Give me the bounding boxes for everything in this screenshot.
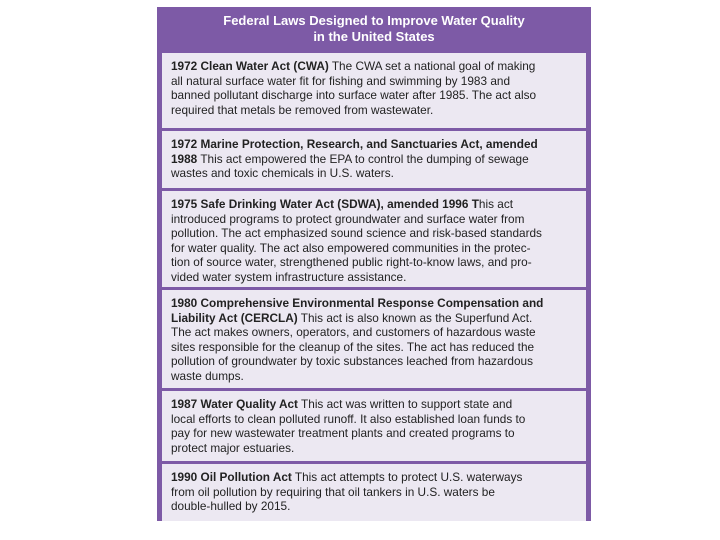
law-text-line xyxy=(171,485,578,500)
law-text-line xyxy=(171,470,578,485)
law-text-line xyxy=(171,197,578,212)
law-text-line xyxy=(171,212,578,227)
law-text-line xyxy=(171,270,578,285)
law-description: all natural surface water fit for fishing and swimming by 1983 and xyxy=(171,73,511,88)
law-text-line xyxy=(171,354,578,369)
law-title: 1988 xyxy=(171,151,198,166)
law-description: pay for new wastewater treatment plants and created programs to xyxy=(171,426,515,440)
law-text-line xyxy=(171,137,578,152)
law-description: This act attempts to protect U.S. waterways xyxy=(291,470,523,484)
law-title: 1980 Comprehensive Environmental Response Compensation and xyxy=(171,296,544,310)
law-text-line xyxy=(171,296,578,311)
law-description: from oil pollution by requiring that oil tankers in U.S. waters be xyxy=(171,484,495,499)
law-entry xyxy=(162,191,586,287)
law-text-line xyxy=(171,412,578,427)
law-text-line xyxy=(171,74,578,89)
law-text-line xyxy=(171,88,578,103)
law-description: This act empowered the EPA to control the dumping of sewage xyxy=(197,151,529,166)
law-text-line xyxy=(171,311,578,326)
law-description: double-hulled by 2015. xyxy=(171,499,291,513)
law-description: pollution. The act emphasized sound science and risk-based standards xyxy=(171,226,542,240)
law-description: sites responsible for the cleanup of the sites. The act has reduced the xyxy=(171,339,535,354)
law-text-line xyxy=(171,325,578,340)
law-entry xyxy=(162,290,586,388)
law-description: his act xyxy=(478,197,514,211)
law-description: introduced programs to protect groundwater and surface water from xyxy=(171,211,525,226)
law-description: pollution of groundwater by toxic substances leached from hazardous xyxy=(171,354,533,368)
law-text-line xyxy=(171,103,578,118)
law-description: local efforts to clean polluted runoff. It also established loan funds to xyxy=(171,411,526,426)
law-title: 1987 Water Quality Act xyxy=(171,397,298,411)
law-description: tion of source water, strengthened public right-to-know laws, and pro- xyxy=(171,255,532,269)
law-text-line xyxy=(171,369,578,384)
law-entry xyxy=(162,131,586,188)
law-text-line xyxy=(171,166,578,181)
panel-header xyxy=(157,7,591,51)
law-description: required that metals be removed from wastewater. xyxy=(171,102,434,117)
law-description: for water quality. The act also empowered communities in the protec- xyxy=(171,240,531,255)
law-title: Liability Act (CERCLA) xyxy=(171,310,298,325)
panel-title-line-1: Federal Laws Designed to Improve Water Quality xyxy=(223,13,525,28)
law-title: 1990 Oil Pollution Act xyxy=(171,470,292,484)
law-text-line xyxy=(171,426,578,441)
law-description: This act is also known as the Superfund Act. xyxy=(297,310,533,325)
law-entry xyxy=(162,464,586,521)
law-description: vided water system infrastructure assistance. xyxy=(171,269,407,284)
law-description: waste dumps. xyxy=(171,368,244,383)
panel-title-line-2: in the United States xyxy=(313,29,435,44)
law-description: This act was written to support state and xyxy=(297,397,513,411)
law-text-line xyxy=(171,59,578,74)
law-text-line xyxy=(171,241,578,256)
water-laws-panel xyxy=(157,7,591,521)
law-description: banned pollutant discharge into surface water after 1985. The act also xyxy=(171,88,537,102)
law-description: The act makes owners, operators, and customers of hazardous waste xyxy=(171,325,536,339)
law-text-line xyxy=(171,340,578,355)
law-text-line xyxy=(171,499,578,514)
law-entry xyxy=(162,53,586,128)
law-description: protect major estuaries. xyxy=(171,440,295,455)
law-title: 1972 Marine Protection, Research, and Sanctuaries Act, amended xyxy=(171,137,538,151)
law-entry xyxy=(162,391,586,461)
law-description: wastes and toxic chemicals in U.S. waters. xyxy=(171,166,394,180)
law-title: 1975 Safe Drinking Water Act (SDWA), amended 1996 T xyxy=(171,197,479,211)
law-text-line xyxy=(171,255,578,270)
law-title: 1972 Clean Water Act (CWA) xyxy=(171,59,329,73)
law-text-line xyxy=(171,152,578,167)
law-text-line xyxy=(171,441,578,456)
law-text-line xyxy=(171,226,578,241)
law-text-line xyxy=(171,397,578,412)
law-description: The CWA set a national goal of making xyxy=(328,59,536,73)
